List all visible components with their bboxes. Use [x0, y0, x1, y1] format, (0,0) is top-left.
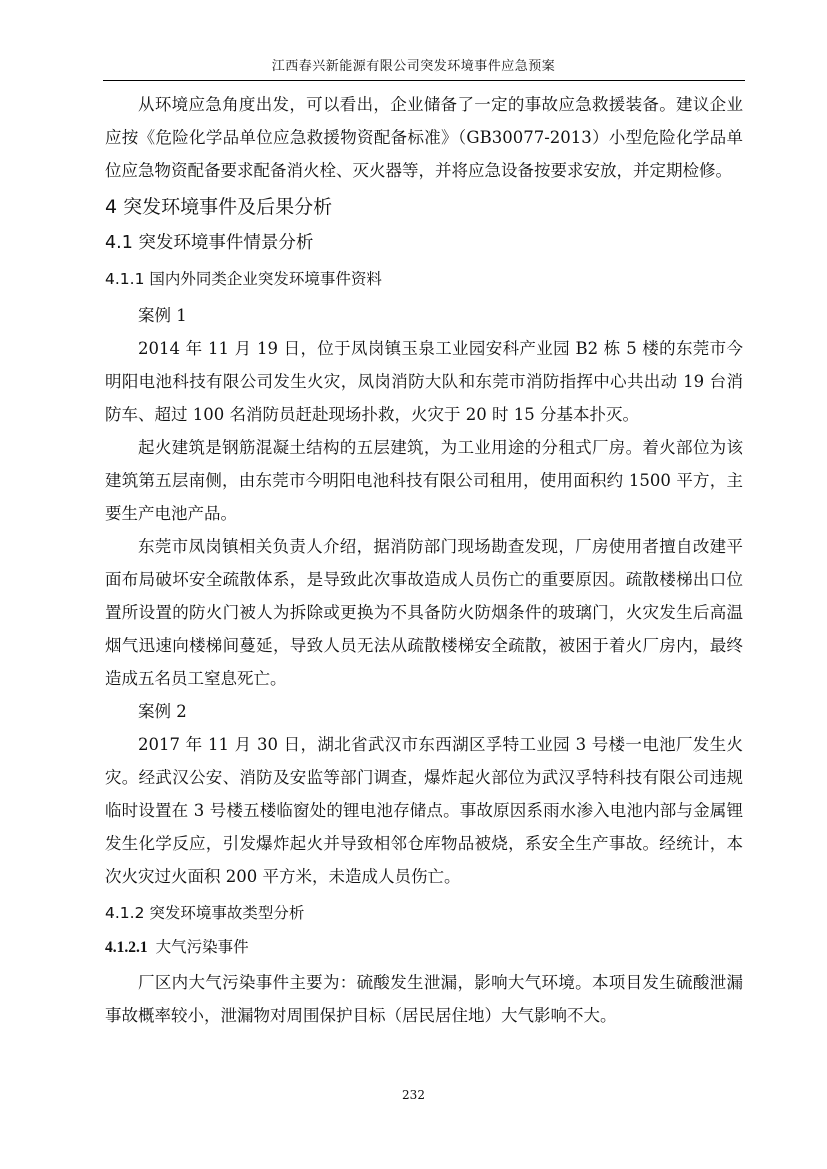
document-body — [105, 88, 743, 1032]
case-1-paragraph: 东莞市凤岗镇相关负责人介绍，据消防部门现场勘查发现，厂房使用者擅自改建平面布局破坏安全疏散体系，是导致此次事故造成人员伤亡的重要原因。疏散楼梯出口位置所设置的防火门被人为拆除或更换为不具备防火防烟条件的玻璃门，火灾发生后高温烟气迅速向楼梯间蔓延，导致人员无法从疏散楼梯安全疏散，被困于着火厂房内，最终造成五名员工窒息死亡。 — [105, 537, 743, 688]
case-2-label: 案例 2 — [138, 702, 187, 721]
section-4-1-2-1-title: 大气污染事件 — [155, 938, 249, 956]
section-4-1-2-heading: 4.1.2 突发环境事故类型分析 — [105, 904, 305, 922]
header-divider — [103, 80, 745, 81]
case-2-paragraph: 2017 年 11 月 30 日，湖北省武汉市东西湖区孚特工业园 3 号楼一电池厂发生火灾。经武汉公安、消防及安监等部门调查，爆炸起火部位为武汉孚特科技有限公司违规临时设置在 3 号楼五楼临窗处的锂电池存储点。事故原因系雨水渗入电池内部与金属锂发生化学反应，引发爆炸起火并导致相邻仓库物品被烧，系安全生产事故。经统计，本次火灾过火面积 200 平方米，未造成人员伤亡。 — [105, 735, 743, 886]
intro-paragraph: 从环境应急角度出发，可以看出，企业储备了一定的事故应急救援装备。建议企业应按《危险化学品单位应急救援物资配备标准》（GB30077-2013）小型危险化学品单位应急物资配备要求配备消火栓、灭火器等，并将应急设备按要求安放，并定期检修。 — [105, 95, 743, 180]
section-4-1-heading: 4.1 突发环境事件情景分析 — [105, 233, 314, 253]
page-number: 232 — [402, 1088, 425, 1102]
air-pollution-paragraph: 厂区内大气污染事件主要为：硫酸发生泄漏，影响大气环境。本项目发生硫酸泄漏事故概率较小，泄漏物对周围保护目标（居民居住地）大气影响不大。 — [105, 973, 743, 1025]
section-4-1-1-heading: 4.1.1 国内外同类企业突发环境事件资料 — [105, 270, 382, 288]
section-4-1-2-1-heading — [105, 935, 743, 960]
section-4-heading: 4 突发环境事件及后果分析 — [105, 196, 333, 218]
document-header-title: 江西春兴新能源有限公司突发环境事件应急预案 — [271, 59, 556, 74]
case-1-label: 案例 1 — [138, 306, 187, 325]
case-1-paragraph: 起火建筑是钢筋混凝土结构的五层建筑，为工业用途的分租式厂房。着火部位为该建筑第五层南侧，由东莞市今明阳电池科技有限公司租用，使用面积约 1500 平方，主要生产电池产品。 — [105, 438, 743, 523]
section-4-1-2-1-number: 4.1.2.1 — [105, 939, 148, 956]
case-1-paragraph: 2014 年 11 月 19 日，位于凤岗镇玉泉工业园安科产业园 B2 栋 5 楼的东莞市今明阳电池科技有限公司发生火灾，凤岗消防大队和东莞市消防指挥中心共出动 19 台消防车、超过 100 名消防员赶赴现场扑救，火灾于 20 时 15 分基本扑灭。 — [105, 339, 743, 424]
